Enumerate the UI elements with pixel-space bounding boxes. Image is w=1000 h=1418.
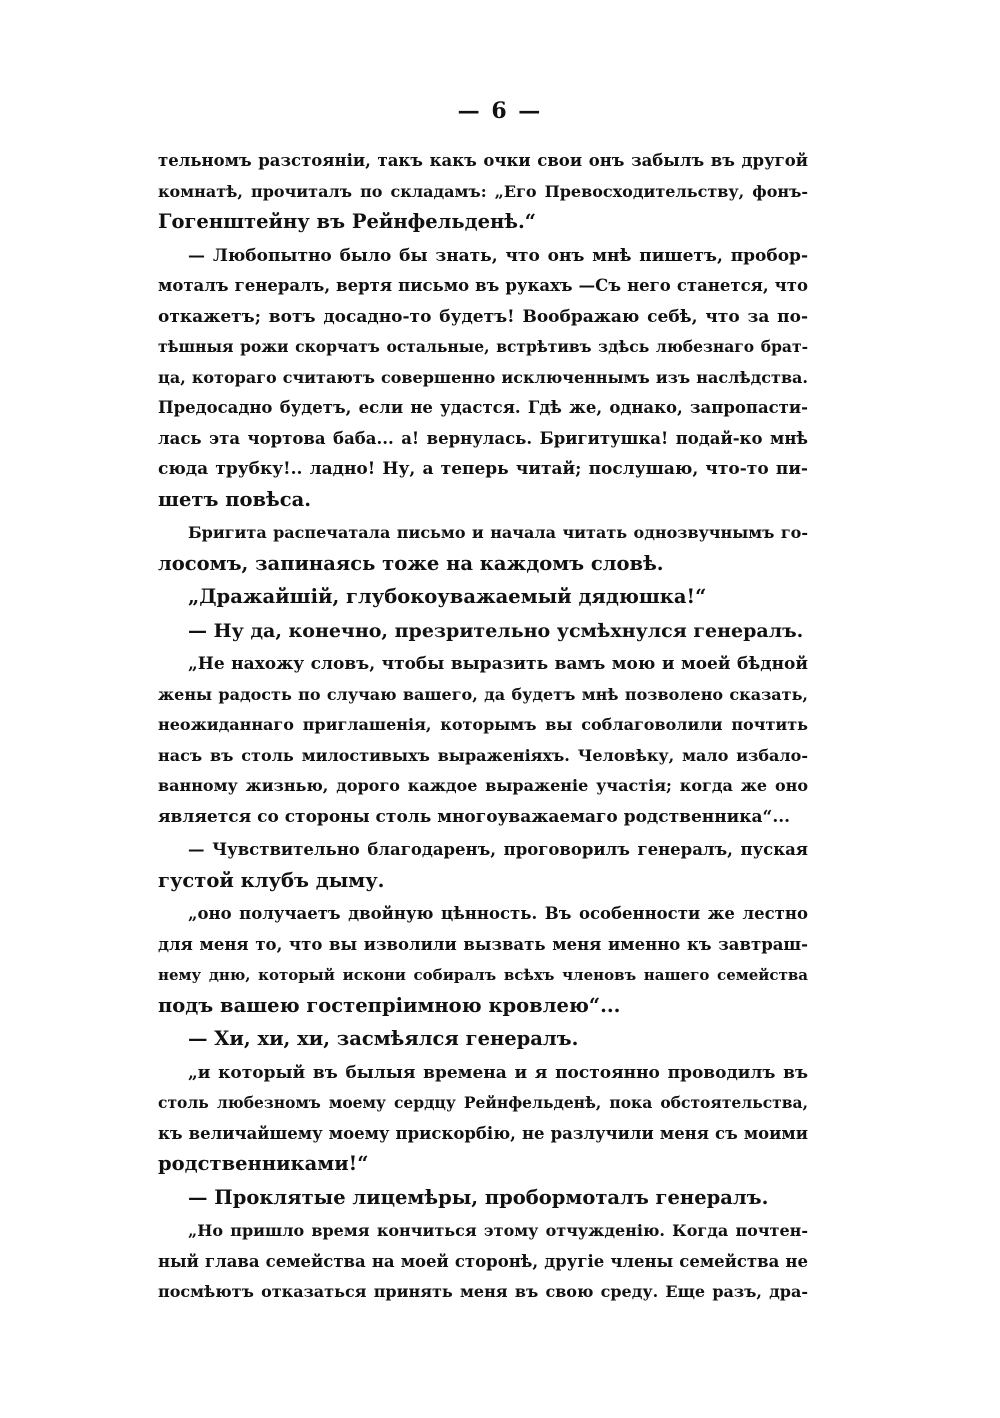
- text-line: густой клубъ дыму.: [158, 868, 385, 892]
- text-line: къ величайшему моему прискорбію, не разлучили меня съ моими: [158, 1123, 808, 1143]
- page-number: — 6 —: [457, 98, 543, 124]
- text-line: Предосадно будетъ, если не удастся. Гдѣ же, однако, запропасти-: [158, 398, 808, 417]
- text-line: — Чувствительно благодаренъ, проговорилъ генералъ, пуская: [188, 840, 808, 859]
- text-line: посмѣютъ отказаться принять меня въ свою среду. Еще разъ, дра-: [158, 1282, 808, 1301]
- text-line: лосомъ, запинаясь тоже на каждомъ словѣ.: [158, 551, 664, 575]
- text-line: ванному жизнью, дорого каждое выраженіе участія; когда же оно: [158, 776, 808, 795]
- text-line: родственниками!“: [158, 1152, 369, 1175]
- text-line: ца, котораго считаютъ совершенно исключеннымъ изъ наслѣдства.: [158, 367, 808, 387]
- text-line: „Но пришло время кончиться этому отчужденію. Когда почтен-: [188, 1221, 808, 1240]
- text-line: является со стороны столь многоуважаемаго родственника“...: [158, 806, 791, 827]
- text-line: „Дражайшій, глубокоуважаемый дядюшка!“: [188, 585, 707, 608]
- text-line: ный глава семейства на моей сторонѣ, другіе члены семейства не: [158, 1251, 808, 1271]
- text-line: тельномъ разстояніи, такъ какъ очки свои онъ забылъ въ другой: [158, 151, 808, 170]
- text-line: сюда трубку!.. ладно! Ну, а теперь читай; послушаю, что-то пи-: [158, 459, 808, 479]
- text-line: столь любезномъ моему сердцу Рейнфельденѣ, пока обстоятельства,: [158, 1093, 808, 1112]
- text-line: комнатѣ, прочиталъ по складамъ: „Его Превосходительству, фонъ-: [158, 181, 808, 201]
- text-line: жены радость по случаю вашего, да будетъ мнѣ позволено сказать,: [158, 684, 808, 704]
- text-line: откажетъ; вотъ досадно-то будетъ! Воображаю себѣ, что за по-: [158, 306, 808, 327]
- text-line: „и который въ былыя времена и я постоянно проводилъ въ: [188, 1062, 808, 1083]
- text-line: лась эта чортова баба... а! вернулась. Бригитушка! подай-ко мнѣ: [158, 428, 808, 448]
- text-line: — Проклятые лицемѣры, пробормоталъ генералъ.: [188, 1185, 769, 1209]
- text-line: шетъ повѣса.: [158, 487, 312, 511]
- text-line: — Любопытно было бы знать, что онъ мнѣ пишетъ, пробор-: [188, 245, 808, 266]
- text-line: — Ну да, конечно, презрительно усмѣхнулся генералъ.: [188, 619, 804, 642]
- text-line: моталъ генералъ, вертя письмо въ рукахъ —Съ него станется, что: [158, 276, 808, 295]
- text-line: „оно получаетъ двойную цѣнность. Въ особенности же лестно: [188, 904, 808, 923]
- text-line: „Не нахожу словъ, чтобы выразить вамъ мою и моей бѣдной: [188, 654, 808, 674]
- text-line: нему дню, который искони собиралъ всѣхъ членовъ нашего семейства: [158, 966, 808, 984]
- text-line: неожиданнаго приглашенія, которымъ вы соблаговолили почтить: [158, 715, 808, 734]
- text-line: для меня то, что вы изволили вызвать меня именно къ завтраш-: [158, 934, 808, 954]
- text-line: насъ въ столь милостивыхъ выраженіяхъ. Человѣку, мало избало-: [158, 745, 808, 765]
- text-line: подъ вашею гостепріимною кровлею“...: [158, 993, 621, 1017]
- text-line: тѣшныя рожи скорчатъ остальные, встрѣтивъ здѣсь любезнаго брат-: [158, 337, 808, 356]
- page-text-body: [158, 146, 808, 1308]
- text-line: — Хи, хи, хи, засмѣялся генералъ.: [188, 1027, 579, 1050]
- text-line: Гогенштейну въ Рейнфельденѣ.“: [158, 210, 537, 233]
- text-line: Бригита распечатала письмо и начала читать однозвучнымъ го-: [188, 523, 808, 542]
